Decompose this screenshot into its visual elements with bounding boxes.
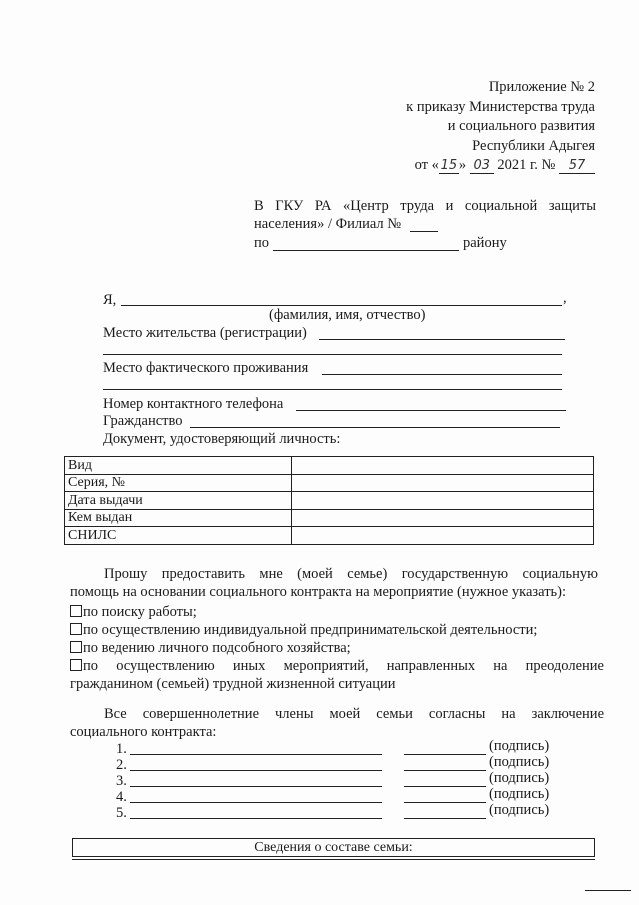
residence-label: Место жительства (регистрации) bbox=[103, 325, 307, 341]
signature-caption: (подпись) bbox=[489, 770, 550, 786]
option-other-continued: гражданином (семьей) трудной жизненной ситуации bbox=[70, 676, 396, 692]
row-value-snils[interactable] bbox=[292, 527, 594, 545]
option-label: по осуществлению иных мероприятий, направленных на преодоление bbox=[83, 658, 604, 674]
option-label: по ведению личного подсобного хозяйства; bbox=[83, 640, 351, 656]
branch-number-field[interactable] bbox=[410, 231, 438, 232]
member-signature-field[interactable] bbox=[404, 770, 486, 771]
addressee-line-2: населения» / Филиал № bbox=[254, 216, 402, 232]
order-number: 57 bbox=[559, 159, 595, 174]
consent-line-2: социального контракта: bbox=[70, 724, 217, 740]
citizenship-field[interactable] bbox=[190, 427, 560, 428]
family-composition-title: Сведения о составе семьи: bbox=[254, 840, 413, 855]
fio-comma: , bbox=[563, 290, 567, 306]
member-number: 4. bbox=[116, 789, 127, 805]
member-signature-field[interactable] bbox=[404, 818, 486, 819]
row-value-issued-by[interactable] bbox=[292, 509, 594, 527]
appendix-ministry-line: и социального развития bbox=[447, 118, 595, 134]
member-name-field[interactable] bbox=[130, 754, 382, 755]
table-row bbox=[65, 527, 594, 545]
document-label: Документ, удостоверяющий личность: bbox=[103, 431, 341, 447]
row-label-issue-date: Дата выдачи bbox=[65, 492, 292, 510]
member-name-field[interactable] bbox=[130, 802, 382, 803]
member-number: 3. bbox=[116, 773, 127, 789]
option-label: по поиску работы; bbox=[83, 604, 197, 620]
appendix-republic-line: Республики Адыгея bbox=[472, 137, 595, 154]
residence-field[interactable] bbox=[319, 339, 565, 340]
checkbox[interactable] bbox=[70, 641, 82, 653]
signature-caption: (подпись) bbox=[489, 754, 550, 770]
table-row bbox=[65, 509, 594, 527]
district-field[interactable] bbox=[273, 250, 459, 251]
option-household[interactable] bbox=[70, 640, 351, 657]
member-name-field[interactable] bbox=[130, 786, 382, 787]
signature-caption: (подпись) bbox=[489, 786, 550, 802]
checkbox[interactable] bbox=[70, 605, 82, 617]
phone-field[interactable] bbox=[296, 410, 566, 411]
request-line-1: Прошу предоставить мне (моей семье) государственную социальную bbox=[104, 566, 598, 582]
option-other[interactable] bbox=[70, 658, 604, 675]
member-name-field[interactable] bbox=[130, 818, 382, 819]
signature-caption: (подпись) bbox=[489, 738, 550, 754]
member-signature-field[interactable] bbox=[404, 786, 486, 787]
actual-residence-label: Место фактического проживания bbox=[103, 360, 309, 376]
residence-field-2[interactable] bbox=[103, 354, 562, 355]
member-signature-field[interactable] bbox=[404, 802, 486, 803]
applicant-i-label: Я, bbox=[103, 292, 117, 308]
fio-field[interactable] bbox=[121, 305, 562, 306]
member-name-field[interactable] bbox=[130, 770, 382, 771]
date-month: 03 bbox=[470, 159, 494, 174]
table-row bbox=[65, 474, 594, 492]
id-document-table bbox=[64, 456, 594, 545]
row-label-issued-by: Кем выдан bbox=[65, 509, 292, 527]
option-entrepreneurship[interactable] bbox=[70, 622, 537, 639]
row-label-series: Серия, № bbox=[65, 474, 292, 492]
fio-caption: (фамилия, имя, отчество) bbox=[269, 307, 426, 323]
date-day: 15 bbox=[440, 158, 458, 173]
row-label-type: Вид bbox=[65, 457, 292, 475]
appendix-date-line bbox=[406, 156, 595, 176]
signature-caption: (подпись) bbox=[489, 802, 550, 818]
appendix-title: Приложение № 2 bbox=[488, 79, 595, 95]
option-label: по осуществлению индивидуальной предпринимательской деятельности; bbox=[83, 622, 538, 638]
request-line-2: помощь на основании социального контракта на мероприятие (нужное указать): bbox=[70, 584, 567, 600]
date-year: 2021 г. № bbox=[497, 157, 556, 173]
member-number: 2. bbox=[116, 757, 127, 773]
checkbox[interactable] bbox=[70, 659, 82, 671]
checkbox[interactable] bbox=[70, 623, 82, 635]
row-value-type[interactable] bbox=[292, 457, 594, 475]
appendix-header bbox=[406, 78, 595, 176]
district-suffix: району bbox=[463, 235, 507, 251]
citizenship-label: Гражданство bbox=[103, 413, 183, 429]
member-number: 5. bbox=[116, 805, 127, 821]
date-prefix: от « bbox=[414, 157, 439, 173]
member-number: 1. bbox=[116, 741, 127, 757]
appendix-order-line: к приказу Министерства труда bbox=[406, 98, 595, 115]
consent-line-1: Все совершеннолетние члены моей семьи согласны на заключение bbox=[104, 706, 604, 722]
row-label-snils: СНИЛС bbox=[65, 527, 292, 545]
page-divider bbox=[585, 890, 631, 891]
row-value-issue-date[interactable] bbox=[292, 492, 594, 510]
phone-label: Номер контактного телефона bbox=[103, 396, 284, 412]
date-mid: » bbox=[458, 157, 467, 173]
actual-residence-field-2[interactable] bbox=[103, 389, 562, 390]
table-row bbox=[65, 457, 594, 475]
member-signature-field[interactable] bbox=[404, 754, 486, 755]
table-row bbox=[65, 492, 594, 510]
addressee-line-1: В ГКУ РА «Центр труда и социальной защиты bbox=[254, 198, 596, 214]
option-job-search[interactable] bbox=[70, 604, 197, 621]
row-value-series[interactable] bbox=[292, 474, 594, 492]
family-composition-header bbox=[72, 838, 595, 857]
actual-residence-field[interactable] bbox=[322, 374, 562, 375]
district-prefix: по bbox=[254, 235, 270, 251]
